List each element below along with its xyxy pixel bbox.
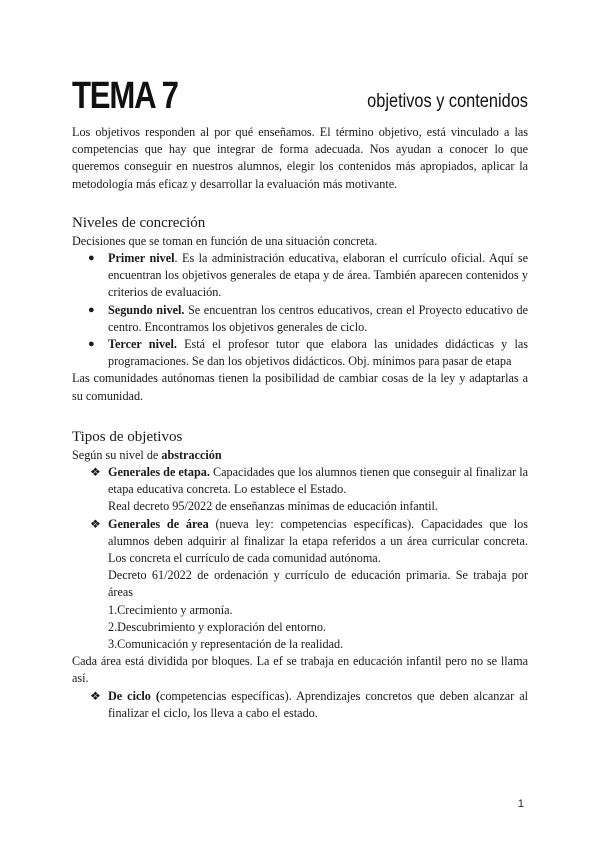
list-item-segundo-nivel	[72, 302, 528, 336]
decree-area: Decreto 61/2022 de ordenación y currículo de educación primaria. Se trabaja por áreas	[108, 568, 528, 600]
heading-tipos: Tipos de objetivos	[72, 428, 183, 445]
term-de-ciclo: De ciclo (	[108, 688, 160, 703]
tipos-lead-bold: abstracción	[161, 447, 222, 462]
list-item-de-ciclo	[72, 688, 528, 722]
list-item-generales-area	[72, 516, 528, 654]
tipos-lead-prefix: Según su nivel de	[72, 447, 162, 462]
text-primer-nivel: . Es la administración educativa, elaboran el currículo oficial. Aquí se encuentran los objetivos generales de etapa y de área. También aparecen contenidos y criterios de evaluación.	[108, 251, 528, 300]
list-item-primer-nivel	[72, 250, 528, 302]
document-subtitle: objetivos y contenidos	[367, 91, 528, 112]
area-item: 3.Comunicación y representación de la realidad.	[108, 637, 344, 652]
document-title: TEMA 7	[72, 75, 178, 117]
tipos-list-ciclo	[72, 688, 528, 722]
bullet-icon: ●	[88, 252, 95, 265]
page-number: 1	[517, 798, 524, 810]
diamond-bullet-icon: ❖	[90, 516, 101, 531]
niveles-lead: Decisiones que se toman en función de una situación concreta.	[72, 233, 378, 248]
text-tercer-nivel: Está el profesor tutor que elabora las unidades didácticas y las programaciones. Se dan los objetivos didácticos. Obj. mínimos para pasar de etapa	[108, 337, 528, 369]
diamond-bullet-icon: ❖	[90, 688, 101, 703]
bullet-icon: ●	[88, 338, 95, 351]
heading-niveles: Niveles de concreción	[72, 214, 206, 231]
term-generales-area: Generales de área	[108, 516, 209, 531]
tipos-list	[72, 464, 528, 653]
niveles-list	[72, 250, 528, 370]
area-item: 1.Crecimiento y armonía.	[108, 602, 233, 617]
title-row	[72, 74, 528, 118]
niveles-closing: Las comunidades autónomas tienen la posibilidad de cambiar cosas de la ley y adaptarlas a su comunidad.	[72, 371, 528, 403]
diamond-bullet-icon: ❖	[90, 465, 101, 480]
list-item-generales-etapa	[72, 464, 528, 516]
tipos-lead	[72, 447, 528, 464]
list-item-tercer-nivel	[72, 336, 528, 370]
text-generales-area: (nueva ley: competencias específicas). Capacidades que los alumnos deben adquirir al finalizar la etapa referidos a un área curricular concreta. Los concreta el currículo de cada comunidad autónoma.	[108, 516, 528, 566]
term-tercer-nivel: Tercer nivel.	[108, 337, 177, 352]
text-segundo-nivel: Se encuentran los centros educativos, crean el Proyecto educativo de centro. Encontramos los objetivos generales de ciclo.	[108, 302, 529, 334]
intro-paragraph: Los objetivos responden al por qué enseñamos. El término objetivo, está vinculado a las competencias que hay que integrar de forma adecuada. Nos ayudan a conocer lo que queremos conseguir en nuestros alumnos, elegir los contenidos más apropiados, aplicar la metodología más eficaz y desarrollar la evaluación más motivante.	[72, 125, 528, 191]
decree-etapa: Real decreto 95/2022 de enseñanzas mínimas de educación infantil.	[108, 499, 438, 514]
term-segundo-nivel: Segundo nivel.	[108, 302, 185, 317]
text-generales-etapa: Capacidades que los alumnos tienen que conseguir al finalizar la etapa educativa concreta. Lo establece el Estado.	[108, 465, 529, 497]
term-generales-etapa: Generales de etapa.	[108, 465, 210, 480]
area-item: 2.Descubrimiento y exploración del entorno.	[108, 619, 326, 634]
bullet-icon: ●	[88, 303, 95, 316]
text-de-ciclo: competencias específicas). Aprendizajes concretos que deben alcanzar al finalizar el ciclo, los lleva a cabo el estado.	[108, 688, 528, 720]
bloques-paragraph: Cada área está dividida por bloques. La ef se trabaja en educación infantil pero no se llama así.	[72, 654, 528, 686]
term-primer-nivel: Primer nivel	[108, 251, 175, 266]
document-body	[72, 124, 528, 722]
